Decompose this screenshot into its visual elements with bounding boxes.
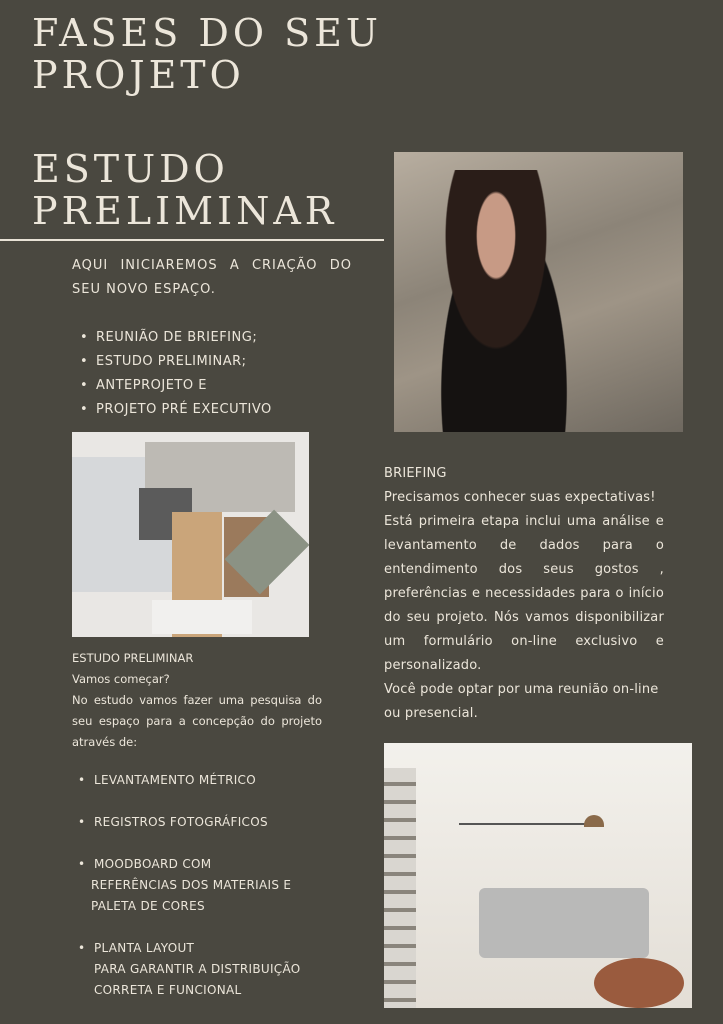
- briefing-subheading: Precisamos conhecer suas expectativas!: [384, 490, 656, 505]
- rug-drawing: [594, 958, 684, 1008]
- material-moodboard-photo: [72, 432, 309, 637]
- estudo-text-line: através de:: [72, 735, 138, 749]
- section-title-line: PRELIMINAR: [32, 189, 338, 233]
- briefing-heading: BRIEFING: [384, 466, 447, 481]
- item-line: REFERÊNCIAS DOS MATERIAIS E: [91, 878, 292, 892]
- sofa-drawing: [479, 888, 649, 958]
- title-line: PROJETO: [32, 53, 245, 97]
- phase-item: • ANTEPROJETO E: [72, 374, 272, 398]
- briefing-line: personalizado.: [384, 658, 482, 673]
- estudo-items-list: [70, 770, 301, 1022]
- briefing-line: Está primeira etapa inclui uma análise e: [384, 514, 664, 529]
- item-line: PALETA DE CORES: [91, 899, 205, 913]
- item-line: • MOODBOARD COM: [94, 857, 212, 871]
- lamp-arm: [459, 823, 599, 825]
- briefing-line: ou presencial.: [384, 706, 478, 721]
- architect-portrait-photo: [394, 152, 683, 432]
- estudo-item: [70, 854, 301, 917]
- estudo-item: [70, 812, 301, 833]
- lamp-shade: [584, 815, 604, 827]
- intro-text: AQUI INICIAREMOS A CRIAÇÃO DO SEU NOVO ESPAÇO.: [72, 258, 352, 297]
- briefing-line: levantamento de dados para o: [384, 538, 664, 553]
- estudo-heading: ESTUDO PRELIMINAR: [72, 651, 194, 665]
- item-line: REGISTROS FOTOGRÁFICOS: [94, 815, 268, 829]
- estudo-subheading: Vamos começar?: [72, 672, 170, 686]
- estudo-text-line: No estudo vamos fazer uma pesquisa do: [72, 693, 322, 707]
- section-title-line: ESTUDO: [32, 147, 229, 191]
- item-line: LEVANTAMENTO MÉTRICO: [94, 773, 256, 787]
- briefing-line: entendimento dos seus gostos ,: [384, 562, 664, 577]
- phase-item: • REUNIÃO DE BRIEFING;: [72, 326, 272, 350]
- briefing-line: um formulário on-line exclusivo e: [384, 634, 664, 649]
- briefing-line: do seu projeto. Nós vamos disponibilizar: [384, 610, 664, 625]
- phase-item: • ESTUDO PRELIMINAR;: [72, 350, 272, 374]
- estudo-text-line: seu espaço para a concepção do projeto: [72, 714, 322, 728]
- estudo-item: [70, 770, 301, 791]
- briefing-line: preferências e necessidades para o início: [384, 586, 664, 601]
- white-sample: [152, 600, 252, 634]
- estudo-item: [70, 938, 301, 1001]
- section-title: [32, 148, 337, 232]
- briefing-line: Você pode optar por uma reunião on-line: [384, 682, 659, 697]
- interior-sketch-illustration: [384, 743, 692, 1008]
- markers: [384, 768, 416, 1008]
- briefing-section: [384, 462, 664, 726]
- item-line: PARA GARANTIR A DISTRIBUIÇÃO: [94, 962, 301, 976]
- title-line: FASES DO SEU: [32, 11, 382, 55]
- item-line: CORRETA E FUNCIONAL: [94, 983, 242, 997]
- estudo-section: [72, 648, 322, 753]
- portrait-figure: [424, 170, 584, 432]
- item-line: • PLANTA LAYOUT: [94, 941, 195, 955]
- divider: [0, 239, 384, 241]
- phases-list: [72, 326, 272, 422]
- phase-item: • PROJETO PRÉ EXECUTIVO: [72, 398, 272, 422]
- page-title: [32, 12, 382, 96]
